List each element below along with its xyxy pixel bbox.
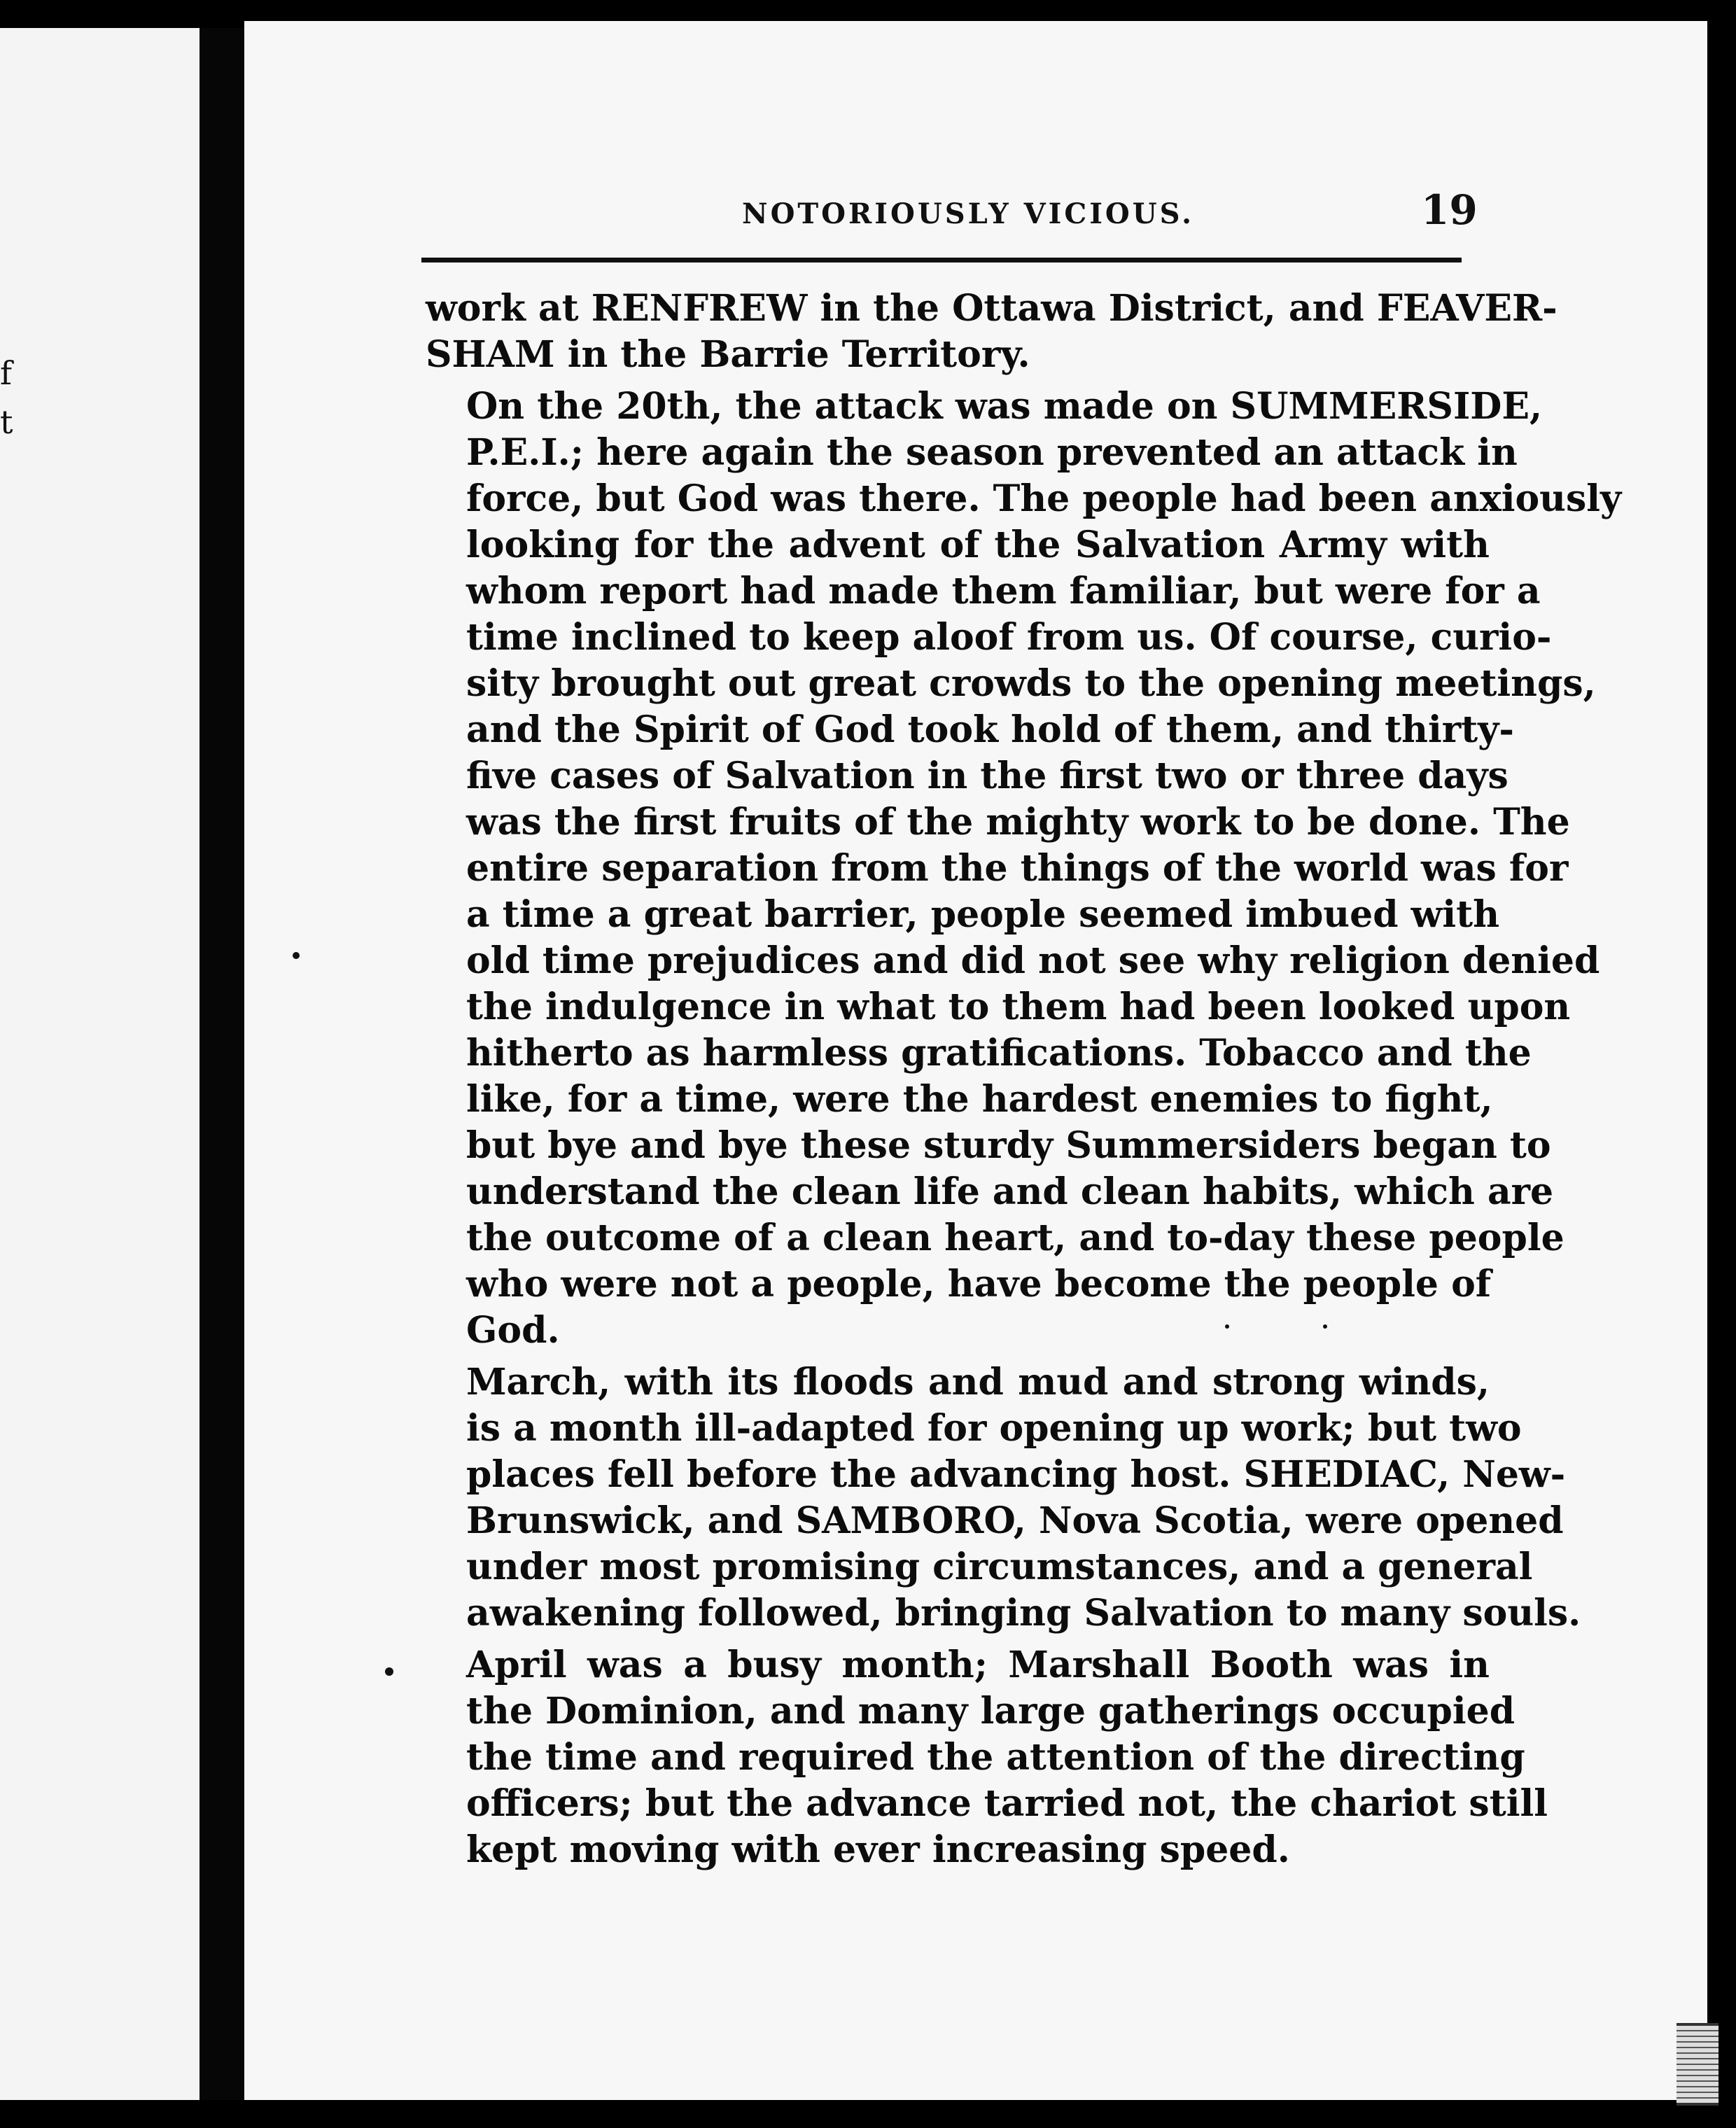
text-line: was the first fruits of the mighty work to be done. The	[466, 801, 1570, 844]
text-line: SHAM in the Barrie Territory.	[426, 333, 1030, 376]
text-line: the indulgence in what to them had been looked upon	[466, 986, 1571, 1028]
text-line: time inclined to keep aloof from us. Of course, curio-	[466, 616, 1552, 659]
text-line: a time a great barrier, people seemed imbued with	[466, 893, 1500, 936]
text-line: the Dominion, and many large gatherings occupied	[466, 1690, 1516, 1732]
text-line: five cases of Salvation in the first two or three days	[466, 755, 1508, 797]
text-line: entire separation from the things of the world was for	[466, 847, 1569, 890]
page-edges	[1676, 2023, 1718, 2106]
text-line: but bye and bye these sturdy Summersiders began to	[466, 1124, 1551, 1167]
text-line: April was a busy month; Marshall Booth was in	[466, 1644, 1490, 1686]
text-line: whom report had made them familiar, but were for a	[466, 570, 1541, 612]
ink-speck	[293, 952, 300, 959]
text-line: places fell before the advancing host. SHEDIAC, New-	[466, 1453, 1566, 1496]
running-head: NOTORIOUSLY VICIOUS.	[742, 197, 1195, 230]
paragraph	[426, 1359, 1581, 1637]
text-line: awakening followed, bringing Salvation to many souls.	[466, 1592, 1581, 1634]
margin-letter: t	[0, 403, 13, 441]
previous-page-margin	[0, 28, 28, 2100]
text-line: under most promising circumstances, and a general	[466, 1546, 1533, 1588]
text-line: sity brought out great crowds to the opening meetings,	[466, 662, 1596, 705]
paragraph	[426, 384, 1622, 1354]
text-line: old time prejudices and did not see why religion denied	[466, 939, 1600, 982]
text-line: Brunswick, and SAMBORO, Nova Scotia, were opened	[466, 1499, 1564, 1542]
text-line: March, with its floods and mud and strong winds,	[466, 1361, 1490, 1404]
ink-speck	[385, 1667, 393, 1676]
paragraph	[426, 286, 1558, 378]
book-gutter	[200, 28, 244, 2100]
text-line: P.E.I.; here again the season prevented an attack in	[466, 431, 1518, 474]
text-line: God.	[466, 1309, 560, 1352]
text-line: work at RENFREW in the Ottawa District, and FEAVER-	[426, 287, 1558, 330]
previous-page	[0, 28, 200, 2100]
text-line: kept moving with ever increasing speed.	[466, 1828, 1290, 1871]
ink-speck	[1225, 1324, 1229, 1329]
text-line: is a month ill-adapted for opening up work; but two	[466, 1407, 1522, 1450]
text-line: looking for the advent of the Salvation Army with	[466, 524, 1490, 566]
page-number: 19	[1421, 186, 1478, 234]
text-line: like, for a time, were the hardest enemies to fight,	[466, 1078, 1493, 1121]
text-line: and the Spirit of God took hold of them, and thirty-	[466, 708, 1514, 751]
text-line: the time and required the attention of the directing	[466, 1736, 1525, 1779]
text-line: who were not a people, have become the people of	[466, 1263, 1492, 1306]
paragraph	[426, 1642, 1548, 1873]
text-line: understand the clean life and clean habits, which are	[466, 1170, 1554, 1213]
text-line: hitherto as harmless gratifications. Tobacco and the	[466, 1032, 1532, 1074]
margin-letter: f	[0, 354, 13, 392]
text-line: the outcome of a clean heart, and to-day these people	[466, 1217, 1564, 1259]
text-line: officers; but the advance tarried not, the chariot still	[466, 1782, 1548, 1825]
ink-speck	[1323, 1324, 1327, 1329]
header-rule	[421, 258, 1462, 262]
text-line: On the 20th, the attack was made on SUMMERSIDE,	[466, 385, 1543, 428]
body-text	[426, 286, 1622, 1873]
text-line: force, but God was there. The people had been anxiously	[466, 477, 1622, 520]
